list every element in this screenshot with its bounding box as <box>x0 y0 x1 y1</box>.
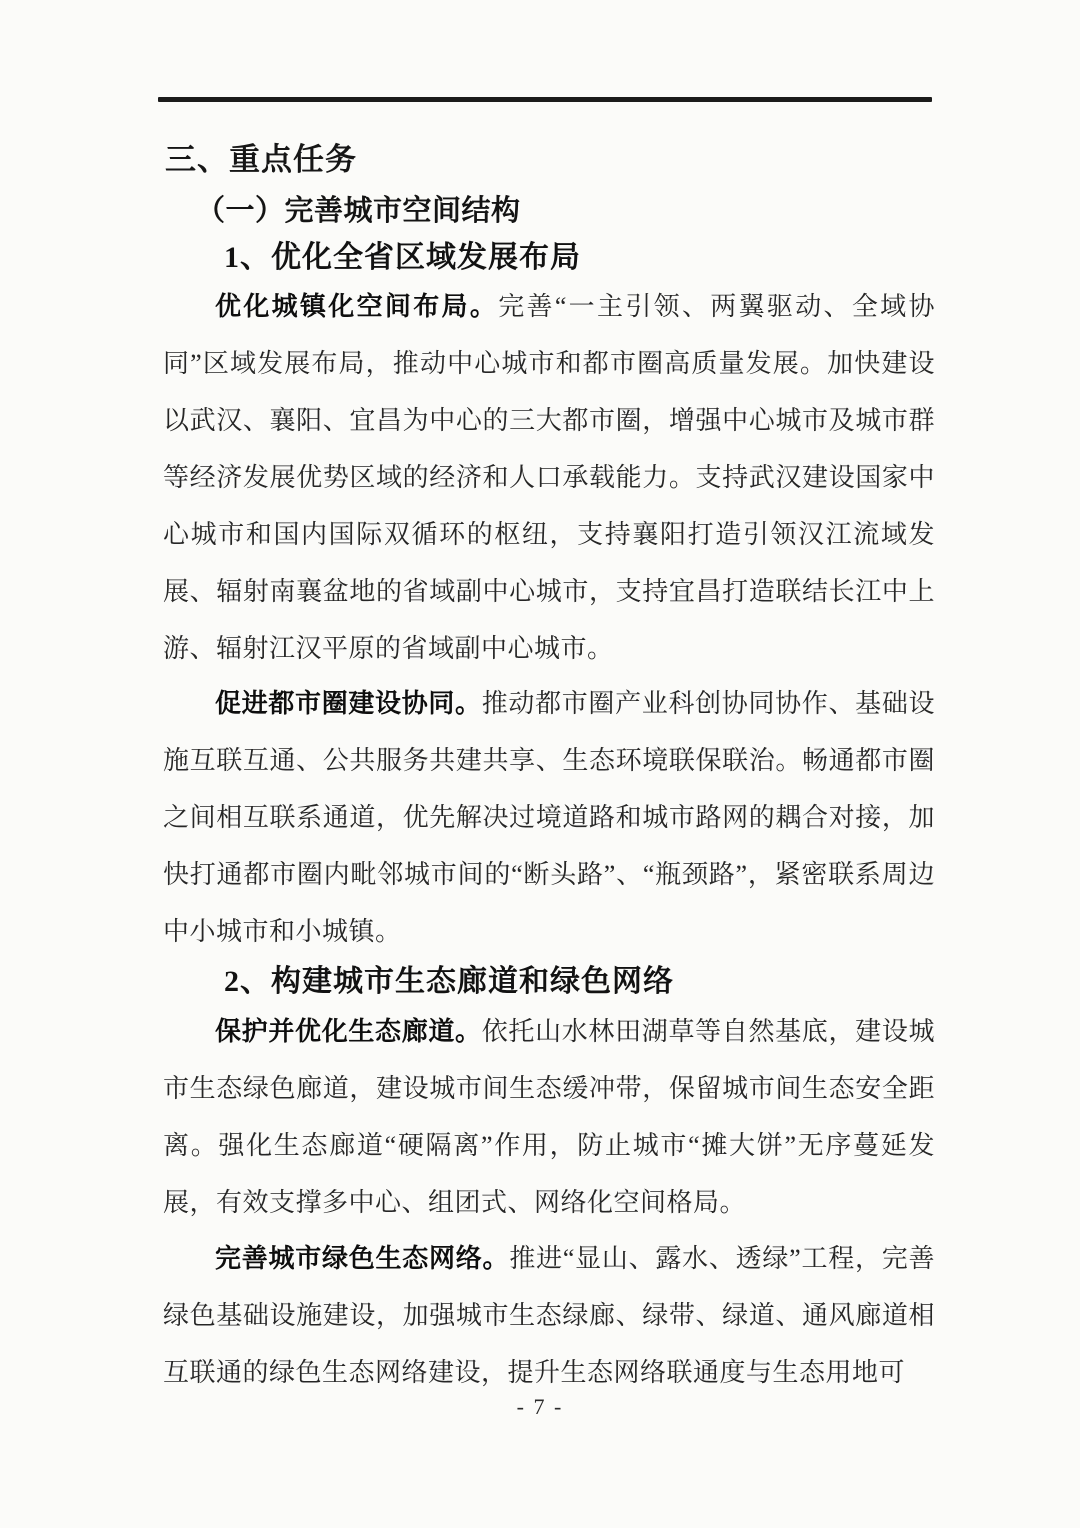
paragraph-3 <box>163 1003 935 1231</box>
section-heading: 三、重点任务 <box>165 142 357 177</box>
paragraph-4 <box>163 1230 935 1401</box>
paragraph-2-lead: 促进都市圈建设协同。 <box>215 689 482 718</box>
paragraph-4-lead: 完善城市绿色生态网络。 <box>215 1244 510 1273</box>
paragraph-3-lead: 保护并优化生态廊道。 <box>215 1017 482 1046</box>
subsection-heading: （一）完善城市空间结构 <box>196 195 521 227</box>
paragraph-1 <box>163 278 935 677</box>
top-rule-divider <box>158 97 932 102</box>
paragraph-1-text: 完善“一主引领、两翼驱动、全域协同”区域发展布局，推动中心城市和都市圈高质量发展。加快建设以武汉、襄阳、宜昌为中心的三大都市圈，增强中心城市及城市群等经济发展优势区域的经济和人口承载能力。支持武汉建设国家中心城市和国内国际双循环的枢纽，支持襄阳打造引领汉江流域发展、辐射南襄盆地的省域副中心城市，支持宜昌打造联结长江中上游、辐射江汉平原的省域副中心城市。 <box>163 292 935 663</box>
item-heading-1: 1、优化全省区域发展布局 <box>224 241 581 274</box>
paragraph-2 <box>163 675 935 960</box>
paragraph-3-text: 依托山水林田湖草等自然基底，建设城市生态绿色廊道，建设城市间生态缓冲带，保留城市间生态安全距离。强化生态廊道“硬隔离”作用，防止城市“摊大饼”无序蔓延发展，有效支撑多中心、组团式、网络化空间格局。 <box>163 1017 935 1217</box>
paragraph-1-lead: 优化城镇化空间布局。 <box>215 292 499 321</box>
item-heading-2: 2、构建城市生态廊道和绿色网络 <box>224 965 674 998</box>
page-number: - 7 - <box>516 1394 564 1419</box>
paragraph-4-text: 推进“显山、露水、透绿”工程，完善绿色基础设施建设，加强城市生态绿廊、绿带、绿道、通风廊道相互联通的绿色生态网络建设，提升生态网络联通度与生态用地可 <box>163 1244 935 1387</box>
paragraph-2-text: 推动都市圈产业科创协同协作、基础设施互联互通、公共服务共建共享、生态环境联保联治。畅通都市圈之间相互联系通道，优先解决过境道路和城市路网的耦合对接，加快打通都市圈内毗邻城市间的“断头路”、“瓶颈路”，紧密联系周边中小城市和小城镇。 <box>163 689 935 946</box>
